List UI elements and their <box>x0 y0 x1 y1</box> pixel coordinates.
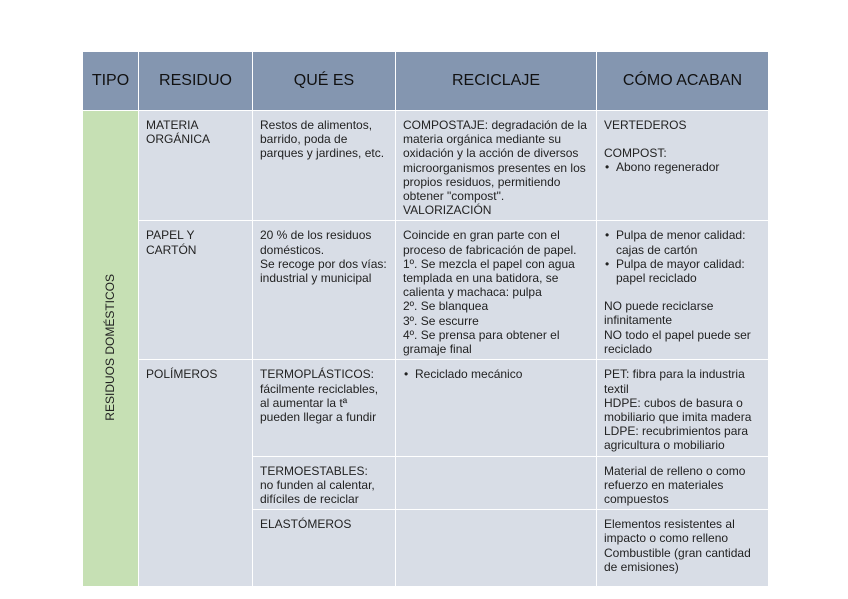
que-es-cell <box>253 360 396 456</box>
residuo-cell <box>139 111 253 221</box>
header-reciclaje: RECICLAJE <box>396 52 597 111</box>
como-acaban-cell <box>597 221 769 360</box>
header-que-es: QUÉ ES <box>253 52 396 111</box>
cell-line: NO todo el papel puede ser <box>604 327 751 342</box>
tipo-cell <box>83 111 139 587</box>
cell-line: propios residuos, permitiendo <box>403 174 561 189</box>
cell-line: domésticos. <box>260 242 325 257</box>
cell-line: oxidación y la acción de diversos <box>403 146 579 161</box>
cell-line: COMPOST: <box>604 146 667 161</box>
cell-line: NO puede reciclarse <box>604 299 714 314</box>
cell-line: compuestos <box>604 492 669 507</box>
bullet-list <box>604 160 762 174</box>
reciclaje-cell <box>396 360 597 456</box>
cell-line: no funden al calentar, <box>260 477 375 492</box>
cell-line: difíciles de reciclar <box>260 492 359 507</box>
reciclaje-cell <box>396 221 597 360</box>
cell-line: LDPE: recubrimientos para <box>604 424 749 439</box>
cell-line: Restos de alimentos, <box>260 118 373 132</box>
table-row <box>83 360 769 456</box>
que-es-cell <box>253 456 396 510</box>
cell-line: fácilmente reciclables, <box>260 381 379 396</box>
como-acaban-cell <box>597 111 769 221</box>
header-como-acaban: CÓMO ACABAN <box>597 52 769 111</box>
cell-line: proceso de fabricación de papel. <box>403 242 577 257</box>
que-es-cell <box>253 111 396 221</box>
que-es-cell <box>253 221 396 360</box>
cell-line: industrial y municipal <box>260 271 372 286</box>
list-item: • Pulpa de mayor calidad: papel reciclado <box>616 257 762 285</box>
reciclaje-cell <box>396 510 597 587</box>
cell-line: Material de relleno o como <box>604 463 746 478</box>
cell-line: de emisiones) <box>604 559 679 574</box>
cell-line: agricultura o mobiliario <box>604 438 725 453</box>
cell-line: barrido, poda de <box>260 132 348 147</box>
cell-line: ORGÁNICA <box>146 132 211 147</box>
cell-line: COMPOSTAJE: degradación de la <box>403 118 587 132</box>
como-acaban-cell <box>597 510 769 587</box>
cell-line: MATERIA <box>146 118 199 132</box>
cell-line: pueden llegar a fundir <box>260 410 377 425</box>
como-acaban-cell <box>597 456 769 510</box>
cell-line: 1º. Se mezcla el papel con agua <box>403 256 575 271</box>
cell-line: impacto o como relleno <box>604 531 729 546</box>
cell-line: infinitamente <box>604 313 673 328</box>
que-es-cell <box>253 510 396 587</box>
list-item: • Reciclado mecánico <box>415 367 590 381</box>
tipo-label: RESIDUOS DOMÉSTICOS <box>103 273 118 421</box>
cell-line: ELASTÓMEROS <box>260 517 352 532</box>
residuo-cell <box>139 221 253 360</box>
cell-line: Combustible (gran cantidad <box>604 545 751 560</box>
table-row <box>83 111 769 221</box>
cell-line: Coincide en gran parte con el <box>403 228 560 243</box>
cell-line: Se recoge por dos vías: <box>260 256 387 271</box>
cell-line: obtener "compost". VALORIZACIÓN <box>403 189 505 218</box>
bullet-list <box>604 228 762 285</box>
list-item: • Abono regenerador <box>616 160 762 174</box>
cell-line: reciclado <box>604 341 653 356</box>
como-acaban-cell <box>597 360 769 456</box>
cell-line: 3º. Se escurre <box>403 313 479 328</box>
cell-line: textil <box>604 381 629 396</box>
reciclaje-cell <box>396 456 597 510</box>
cell-line: refuerzo en materiales <box>604 477 724 492</box>
cell-line: gramaje final <box>403 342 472 357</box>
header-residuo: RESIDUO <box>139 52 253 111</box>
waste-table <box>82 51 769 587</box>
cell-line: mobiliario que imita madera <box>604 410 752 425</box>
cell-line: parques y jardines, etc. <box>260 146 385 161</box>
cell-line: microorganismos presentes en los <box>403 160 586 175</box>
cell-line: PAPEL Y CARTÓN <box>146 228 197 257</box>
cell-line: templada en una batidora, se <box>403 271 559 286</box>
cell-line: TERMOPLÁSTICOS: <box>260 367 375 382</box>
table-row <box>83 221 769 360</box>
bullet-list <box>403 367 590 381</box>
cell-line: 4º. Se prensa para obtener el <box>403 327 560 342</box>
cell-line: al aumentar la tª <box>260 395 348 410</box>
cell-line: materia orgánica mediante su <box>403 132 562 147</box>
cell-line: PET: fibra para la industria <box>604 367 745 382</box>
cell-line: POLÍMEROS <box>146 367 218 382</box>
cell-line: VERTEDEROS <box>604 118 687 132</box>
list-item: • Pulpa de menor calidad: cajas de cartón <box>616 228 762 256</box>
cell-line: 20 % de los residuos <box>260 228 372 243</box>
residuo-cell <box>139 360 253 587</box>
header-row <box>83 52 769 111</box>
cell-line: HDPE: cubos de basura o <box>604 395 743 410</box>
header-tipo: TIPO <box>83 52 139 111</box>
reciclaje-cell <box>396 111 597 221</box>
cell-line: 2º. Se blanquea <box>403 299 489 314</box>
cell-line: Elementos resistentes al <box>604 517 735 532</box>
cell-line: TERMOESTABLES: <box>260 463 368 478</box>
cell-line: calienta y machaca: pulpa <box>403 285 542 300</box>
